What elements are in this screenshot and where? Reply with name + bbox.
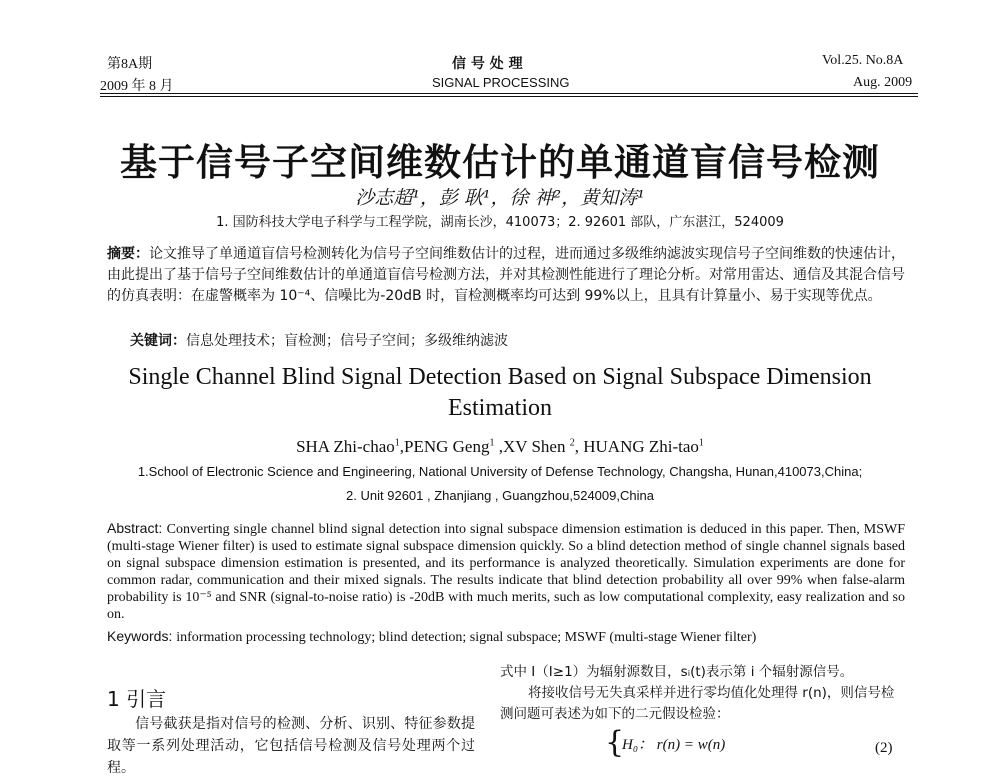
author-2: ,PENG Geng	[399, 437, 490, 456]
keywords-en-text: information processing technology; blind detection; signal subspace; MSWF (multi-stage Wiener filter)	[176, 630, 757, 645]
abstract-cn	[107, 244, 905, 307]
equation: H₀： r(n) = w(n)	[622, 737, 726, 753]
paper-title-en: Single Channel Blind Signal Detection Based on Signal Subspace Dimension Estimation	[128, 364, 872, 421]
right-line-1: 式中 I（I≥1）为辐射源数目，sᵢ(t)表示第 i 个辐射源信号。	[500, 664, 854, 680]
right-line-2: 将接收信号无失真采样并进行零均值化处理得 r(n)，则信号检测问题可表述为如下的二元假设检验：	[500, 685, 895, 722]
abstract-en-text: Converting single channel blind signal detection into signal subspace dimension estimation is deduced in this paper. Then, MSWF (multi-stage Wiener filter) is used to estimate signal subspace dimension quickly. So a blind detection method of single channel signals based on signal subspace dimension estimation is presented, and its performance is analyzed theoretically. Simulation experiments are done for common radar, communication and their mixed signals. The results indicate that blind detection probability all over 99% when false-alarm probability is 10⁻⁵ and SNR (signal-to-noise ratio) is -20dB with much merits, such as low computational complexity, easy realization and so on.	[107, 522, 905, 622]
paper-title-cn: 基于信号子空间维数估计的单通道盲信号检测	[120, 141, 880, 184]
author-4-sup: 1	[698, 437, 704, 449]
author-2-sup: 1	[489, 437, 495, 449]
issue-number: 第8A期	[107, 57, 153, 72]
keywords-cn-label: 关键词：	[130, 333, 186, 349]
authors-cn: 沙志超¹，彭 耿¹，徐 神²，黄知涛¹	[355, 187, 645, 209]
author-4: , HUANG Zhi-tao	[574, 437, 699, 456]
keywords-en-label: Keywords:	[107, 628, 177, 644]
abstract-cn-text: 论文推导了单通道盲信号检测转化为信号子空间维数估计的过程，进而通过多级维纳滤波实现信号子空间维数的快速估计，由此提出了基于信号子空间维数估计的单通道盲信号检测方法，并对其检测性能进行了理论分析。对常用雷达、通信及其混合信号的仿真表明：在虚警概率为 10⁻⁴、信噪比为-20dB 时，盲检测概率均可达到 99%以上，且具有计算量小、易于实现等优点。	[107, 246, 905, 304]
right-column-text	[500, 662, 905, 725]
keywords-en	[107, 628, 756, 646]
abstract-cn-label: 摘要：	[107, 246, 149, 262]
affiliation-en-2: 2. Unit 92601 , Zhanjiang , Guangzhou,524009,China	[346, 488, 654, 503]
author-1: SHA Zhi-chao	[296, 437, 395, 456]
keywords-cn-text: 信息处理技术；盲检测；信号子空间；多级维纳滤波	[186, 333, 508, 349]
header-rule	[100, 93, 918, 94]
journal-name-en: SIGNAL PROCESSING	[432, 75, 570, 90]
issue-date-en: Aug. 2009	[853, 75, 913, 90]
section-heading: 1 引言	[107, 687, 167, 711]
affiliation-en-1: 1.School of Electronic Science and Engineering, National University of Defense Technology, Changsha, Hunan,410073,China;	[137, 464, 863, 479]
volume-number: Vol.25. No.8A	[822, 53, 904, 68]
equation-number: (2)	[875, 740, 893, 756]
issue-date-cn: 2009 年 8 月	[100, 79, 174, 94]
left-column-text	[107, 713, 475, 779]
abstract-en-label: Abstract:	[107, 520, 167, 536]
intro-paragraph: 信号截获是指对信号的检测、分析、识别、特征参数提取等一系列处理活动，它包括信号检测及信号处理两个过程。	[107, 716, 475, 776]
affiliation-cn: 1. 国防科技大学电子科学与工程学院，湖南长沙，410073；2. 92601 部队，广东湛江，524009	[216, 215, 784, 230]
header-rule-thin	[100, 96, 918, 97]
author-1-sup: 1	[394, 437, 400, 449]
equation-brace: {	[605, 725, 625, 760]
journal-name-cn: 信 号 处 理	[452, 56, 523, 72]
keywords-cn	[130, 330, 508, 350]
abstract-en	[107, 520, 905, 623]
author-3: ,XV Shen	[494, 437, 570, 456]
author-3-sup: 2	[569, 437, 575, 449]
authors-en	[0, 437, 1000, 457]
